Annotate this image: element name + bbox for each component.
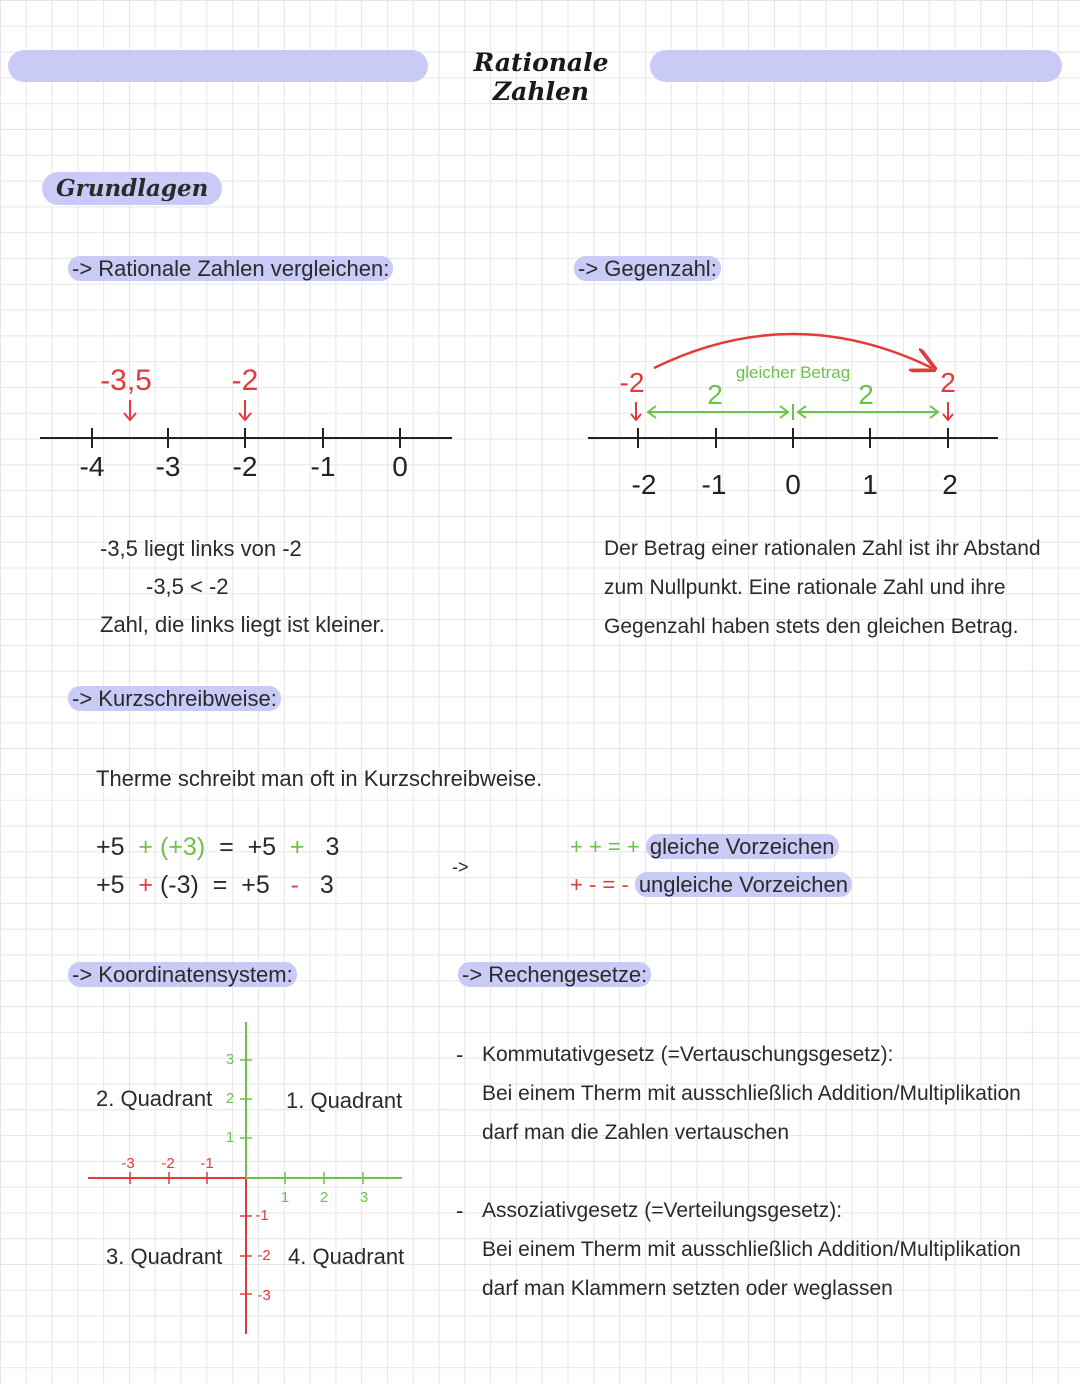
compare-heading: -> Rationale Zahlen vergleichen: [68, 256, 393, 282]
x-tick-label: 1 [280, 1189, 290, 1206]
law-text: Bei einem Therm mit ausschließlich Addition/Multiplikation [482, 1082, 1021, 1105]
section-badge: Grundlagen [42, 172, 222, 205]
tick-label: -4 [79, 451, 105, 482]
law-text: darf man die Zahlen vertauschen [482, 1121, 790, 1144]
kurz-intro: Therme schreibt man oft in Kurzschreibweise. [96, 766, 543, 791]
down-arrow-icon [239, 400, 251, 420]
title-bar-right [650, 50, 1062, 82]
sign-rule-1: + + = + gleiche Vorzeichen [570, 828, 839, 866]
compare-number-line [40, 360, 460, 490]
x-tick-label: -2 [161, 1155, 175, 1172]
x-tick-label: -1 [200, 1155, 214, 1172]
quadrant-1: 1. Quadrant [286, 1088, 403, 1113]
law-bullet: - [456, 1198, 464, 1223]
x-tick-label: -3 [121, 1155, 135, 1172]
gegenzahl-line-1: Der Betrag einer rationalen Zahl ist ihr Abstand [604, 537, 1041, 560]
distance-label: 2 [858, 379, 874, 410]
y-tick-label: -1 [255, 1207, 269, 1224]
tick-label: -1 [701, 469, 727, 500]
compare-line-3: Zahl, die links liegt ist kleiner. [100, 612, 385, 637]
quadrant-4: 4. Quadrant [288, 1244, 405, 1269]
gegenzahl-line-2: zum Nullpunkt. Eine rationale Zahl und ihre [604, 576, 1006, 599]
y-tick-label: -2 [257, 1247, 271, 1264]
compare-line-2: -3,5 < -2 [146, 574, 229, 599]
gesetze-heading: -> Rechengesetze: [458, 962, 651, 988]
coordinate-system [88, 1020, 408, 1340]
marker-label: -2 [231, 364, 259, 397]
gegenzahl-line-3: Gegenzahl haben stets den gleichen Betrag. [604, 615, 1019, 638]
sign-rule-2: + - = - ungleiche Vorzeichen [570, 866, 852, 904]
y-tick-label: -3 [257, 1287, 271, 1304]
gegenzahl-number-line [588, 320, 1008, 500]
page-title: Rationale Zahlen [473, 48, 609, 106]
koord-heading: -> Koordinatensystem: [68, 962, 297, 988]
equation-2: +5 + (-3) = +5 - 3 [96, 871, 334, 899]
tick-label: 0 [785, 469, 801, 500]
equation-1: +5 + (+3) = +5 + 3 [96, 833, 340, 861]
law-text: darf man Klammern setzten oder weglassen [482, 1277, 893, 1300]
y-tick-label: 1 [225, 1129, 235, 1146]
law-title: Kommutativgesetz (=Vertauschungsgesetz): [482, 1043, 894, 1066]
law-bullet: - [456, 1042, 464, 1067]
x-tick-label: 3 [359, 1189, 369, 1206]
tick-label: 0 [392, 451, 408, 482]
tick-label: -2 [631, 469, 657, 500]
tick-label: 2 [942, 469, 958, 500]
y-tick-label: 2 [225, 1090, 235, 1107]
tick-label: -2 [232, 451, 258, 482]
law-title: Assoziativgesetz (=Verteilungsgesetz): [482, 1199, 843, 1222]
down-arrow-icon [943, 402, 953, 420]
tick-label: -1 [310, 451, 336, 482]
marker-label: -3,5 [100, 364, 152, 397]
law-text: Bei einem Therm mit ausschließlich Addition/Multiplikation [482, 1238, 1021, 1261]
down-arrow-icon [631, 402, 641, 420]
quadrant-3: 3. Quadrant [106, 1244, 223, 1269]
marker-label: 2 [940, 367, 956, 398]
compare-line-1: -3,5 liegt links von -2 [100, 536, 302, 561]
x-tick-label: 2 [319, 1189, 329, 1206]
title-bar-left [8, 50, 428, 82]
betrag-label: gleicher Betrag [735, 363, 851, 382]
kurz-heading: -> Kurzschreibweise: [68, 686, 281, 712]
tick-label: 1 [862, 469, 878, 500]
tick-label: -3 [155, 451, 181, 482]
equation-arrow: -> [452, 857, 469, 877]
distance-arrows [648, 404, 938, 420]
down-arrow-icon [124, 400, 136, 420]
gegenzahl-heading: -> Gegenzahl: [574, 256, 721, 282]
marker-label: -2 [619, 367, 645, 398]
y-tick-label: 3 [225, 1051, 235, 1068]
distance-label: 2 [707, 379, 723, 410]
quadrant-2: 2. Quadrant [96, 1086, 213, 1111]
